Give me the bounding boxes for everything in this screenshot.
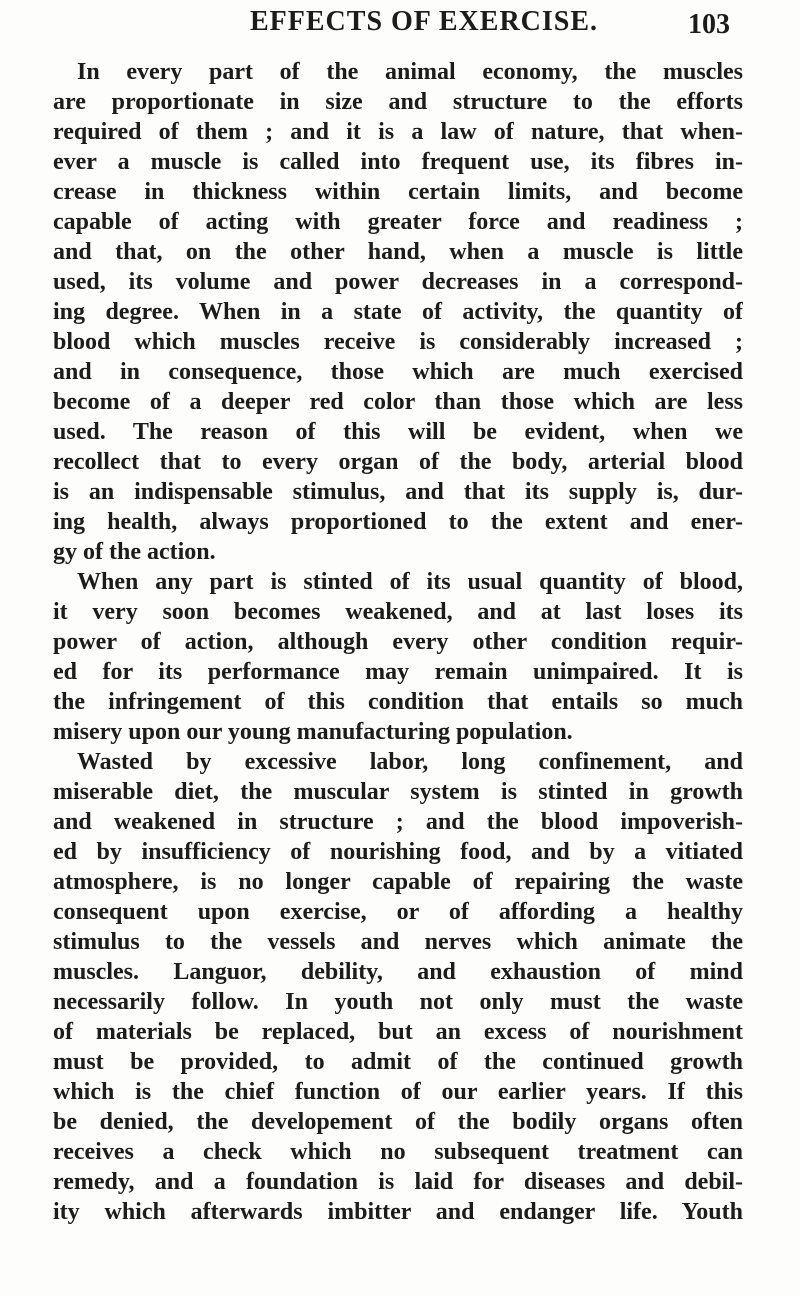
page-number: 103 [688, 9, 730, 40]
running-title: EFFECTS OF EXERCISE. [250, 6, 599, 37]
text-line: ing degree. When in a state of activity, the quantity of [53, 299, 743, 325]
text-line: is an indispensable stimulus, and that its supply is, dur- [53, 479, 743, 505]
text-line: necessarily follow. In youth not only must the waste [53, 989, 743, 1015]
text-line: which is the chief function of our earlier years. If this [53, 1079, 743, 1105]
text-line: are proportionate in size and structure to the efforts [53, 89, 743, 115]
text-line: miserable diet, the muscular system is stinted in growth [53, 779, 743, 805]
text-line: crease in thickness within certain limits, and become [53, 179, 743, 205]
text-line-paragraph-end: misery upon our young manufacturing population. [53, 719, 573, 745]
body-text [53, 57, 743, 1227]
text-line: used. The reason of this will be evident, when we [53, 419, 743, 445]
text-line: stimulus to the vessels and nerves which animate the [53, 929, 743, 955]
text-line: atmosphere, is no longer capable of repairing the waste [53, 869, 743, 895]
text-line: power of action, although every other condition requir- [53, 629, 743, 655]
text-line: the infringement of this condition that entails so much [53, 689, 743, 715]
text-line: recollect that to every organ of the body, arterial blood [53, 449, 743, 475]
text-line: receives a check which no subsequent treatment can [53, 1139, 743, 1165]
text-line: muscles. Languor, debility, and exhaustion of mind [53, 959, 743, 985]
text-line: remedy, and a foundation is laid for diseases and debil- [53, 1169, 743, 1195]
text-line: used, its volume and power decreases in a correspond- [53, 269, 743, 295]
running-head [0, 6, 800, 46]
text-line: be denied, the developement of the bodily organs often [53, 1109, 743, 1135]
text-line: In every part of the animal economy, the muscles [77, 59, 743, 85]
text-line: required of them ; and it is a law of nature, that when- [53, 119, 743, 145]
text-line: ing health, always proportioned to the extent and ener- [53, 509, 743, 535]
text-line: of materials be replaced, but an excess of nourishment [53, 1019, 743, 1045]
text-line: ed by insufficiency of nourishing food, and by a vitiated [53, 839, 743, 865]
text-line: must be provided, to admit of the continued growth [53, 1049, 743, 1075]
text-line-paragraph-start: Wasted by excessive labor, long confinement, and [77, 749, 743, 775]
text-line: it very soon becomes weakened, and at last loses its [53, 599, 743, 625]
text-line: and weakened in structure ; and the blood impoverish- [53, 809, 743, 835]
text-line: become of a deeper red color than those which are less [53, 389, 743, 415]
text-line: ever a muscle is called into frequent use, its fibres in- [53, 149, 743, 175]
text-line-paragraph-start: When any part is stinted of its usual quantity of blood, [77, 569, 743, 595]
text-line-paragraph-end: gy of the action. [53, 539, 216, 565]
text-line: ity which afterwards imbitter and endanger life. Youth [53, 1199, 743, 1225]
text-line: ed for its performance may remain unimpaired. It is [53, 659, 743, 685]
text-line: blood which muscles receive is considerably increased ; [53, 329, 743, 355]
text-line: consequent upon exercise, or of affording a healthy [53, 899, 743, 925]
text-line: and in consequence, those which are much exercised [53, 359, 743, 385]
text-line: capable of acting with greater force and readiness ; [53, 209, 743, 235]
text-line: and that, on the other hand, when a muscle is little [53, 239, 743, 265]
